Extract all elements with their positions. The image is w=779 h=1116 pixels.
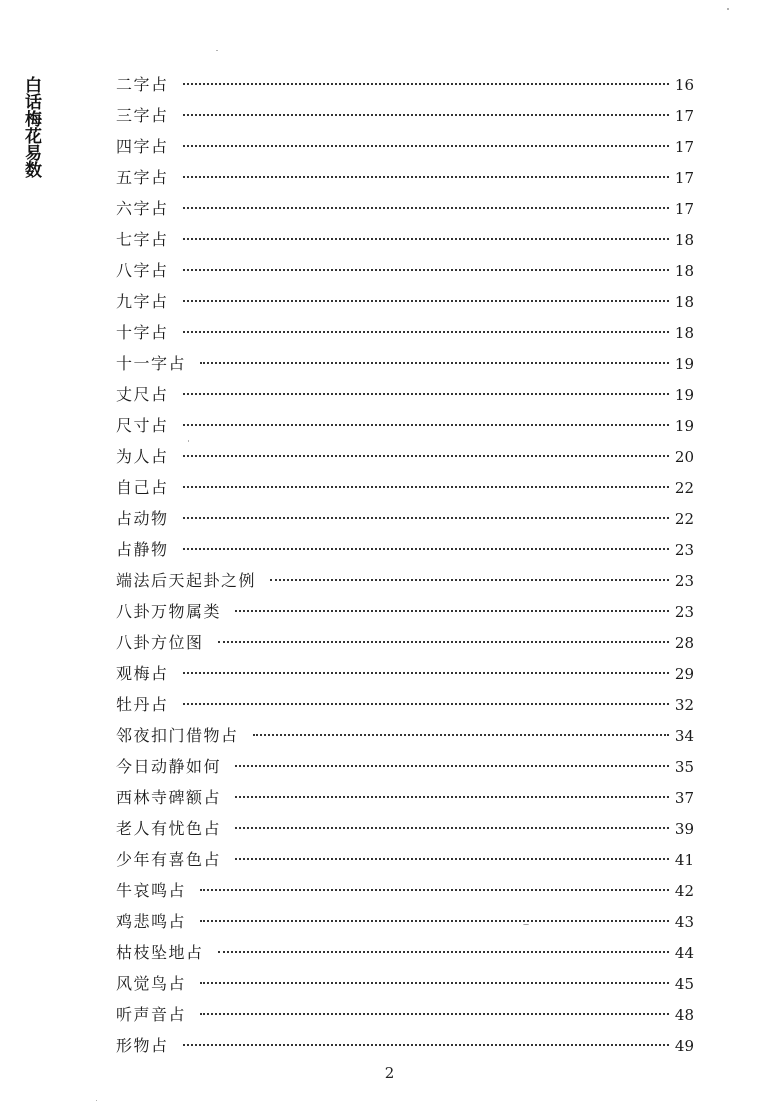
toc-entry — [116, 844, 694, 875]
toc-entry — [116, 472, 694, 503]
dot-leader — [183, 145, 669, 147]
dot-leader — [183, 393, 669, 395]
toc-entry-title: 今日动静如何 — [116, 757, 222, 776]
toc-entry-page: 23 — [674, 603, 694, 621]
toc-entry-title: 丈尺占 — [116, 385, 169, 404]
dot-leader — [235, 765, 669, 767]
dot-leader — [183, 300, 669, 302]
dot-leader — [218, 951, 669, 953]
toc-entry-page: 16 — [674, 76, 694, 94]
toc-entry-title: 七字占 — [116, 230, 169, 249]
toc-entry — [116, 658, 694, 689]
dot-leader — [183, 176, 669, 178]
dot-leader — [183, 672, 669, 674]
toc-entry-page: 29 — [674, 665, 694, 683]
toc-entry-title: 邻夜扣门借物占 — [116, 726, 239, 745]
dot-leader — [235, 796, 669, 798]
toc-entry-title: 西林寺碑额占 — [116, 788, 222, 807]
dot-leader — [183, 486, 669, 488]
toc-entry-page: 34 — [674, 727, 694, 745]
toc-entry-page: 18 — [674, 262, 694, 280]
dot-leader — [183, 548, 669, 550]
dot-leader — [235, 858, 669, 860]
toc-entry-title: 十字占 — [116, 323, 169, 342]
toc-entry-page: 19 — [674, 355, 694, 373]
toc-entry-page: 41 — [674, 851, 694, 869]
toc-entry — [116, 534, 694, 565]
toc-entry — [116, 503, 694, 534]
toc-entry-page: 32 — [674, 696, 694, 714]
toc-entry-page: 19 — [674, 386, 694, 404]
toc-entry-title: 鸡悲鸣占 — [116, 912, 187, 931]
toc-entry-page: 45 — [674, 975, 694, 993]
toc-entry-title: 牛哀鸣占 — [116, 881, 187, 900]
toc-entry — [116, 1030, 694, 1061]
dot-leader — [183, 703, 669, 705]
toc-entry — [116, 751, 694, 782]
dot-leader — [218, 641, 669, 643]
dot-leader — [200, 920, 669, 922]
toc-entry-title: 形物占 — [116, 1036, 169, 1055]
toc-entry-page: 19 — [674, 417, 694, 435]
toc-entry-page: 39 — [674, 820, 694, 838]
dot-leader — [183, 83, 669, 85]
toc-entry-page: 17 — [674, 169, 694, 187]
toc-entry-page: 42 — [674, 882, 694, 900]
toc-entry-page: 18 — [674, 293, 694, 311]
toc-entry-title: 风觉鸟占 — [116, 974, 187, 993]
toc-entry — [116, 596, 694, 627]
toc-entry-title: 枯枝坠地占 — [116, 943, 204, 962]
scan-speck — [727, 8, 729, 10]
toc-entry-title: 三字占 — [116, 106, 169, 125]
toc-entry — [116, 441, 694, 472]
dot-leader — [183, 517, 669, 519]
toc-entry-title: 九字占 — [116, 292, 169, 311]
table-of-contents — [116, 69, 694, 1061]
toc-entry — [116, 317, 694, 348]
toc-entry — [116, 255, 694, 286]
toc-entry — [116, 286, 694, 317]
toc-entry-page: 49 — [674, 1037, 694, 1055]
toc-entry — [116, 906, 694, 937]
dot-leader — [235, 610, 669, 612]
toc-entry-title: 二字占 — [116, 75, 169, 94]
toc-entry-title: 为人占 — [116, 447, 169, 466]
dot-leader — [183, 207, 669, 209]
toc-entry — [116, 348, 694, 379]
dot-leader — [270, 579, 669, 581]
toc-entry-title: 牡丹占 — [116, 695, 169, 714]
toc-entry-page: 18 — [674, 324, 694, 342]
toc-entry-page: 22 — [674, 479, 694, 497]
toc-entry-title: 四字占 — [116, 137, 169, 156]
toc-entry-page: 28 — [674, 634, 694, 652]
toc-entry — [116, 162, 694, 193]
toc-entry — [116, 100, 694, 131]
toc-entry-page: 44 — [674, 944, 694, 962]
dot-leader — [183, 424, 669, 426]
dot-leader — [183, 455, 669, 457]
dot-leader — [200, 1013, 669, 1015]
toc-entry-page: 43 — [674, 913, 694, 931]
toc-entry-title: 观梅占 — [116, 664, 169, 683]
scan-speck — [216, 50, 218, 51]
toc-entry-title: 少年有喜色占 — [116, 850, 222, 869]
toc-entry — [116, 937, 694, 968]
toc-entry-title: 六字占 — [116, 199, 169, 218]
toc-entry — [116, 627, 694, 658]
toc-entry — [116, 813, 694, 844]
dot-leader — [183, 269, 669, 271]
toc-entry-page: 18 — [674, 231, 694, 249]
toc-entry-page: 20 — [674, 448, 694, 466]
toc-entry-title: 八字占 — [116, 261, 169, 280]
dot-leader — [200, 889, 669, 891]
toc-entry — [116, 875, 694, 906]
toc-entry-title: 尺寸占 — [116, 416, 169, 435]
book-title-vertical: 白话梅花易数 — [21, 76, 41, 178]
scan-speck — [188, 440, 189, 442]
toc-entry-title: 老人有忧色占 — [116, 819, 222, 838]
toc-entry — [116, 968, 694, 999]
toc-entry-page: 37 — [674, 789, 694, 807]
toc-entry-page: 48 — [674, 1006, 694, 1024]
dot-leader — [253, 734, 669, 736]
toc-entry-page: 35 — [674, 758, 694, 776]
toc-entry — [116, 224, 694, 255]
toc-entry — [116, 720, 694, 751]
scan-speck — [523, 924, 529, 925]
toc-entry-page: 22 — [674, 510, 694, 528]
dot-leader — [183, 1044, 669, 1046]
toc-entry-title: 十一字占 — [116, 354, 187, 373]
toc-entry — [116, 379, 694, 410]
toc-entry-page: 17 — [674, 200, 694, 218]
toc-entry-page: 17 — [674, 107, 694, 125]
toc-entry-title: 占动物 — [116, 509, 169, 528]
toc-entry-title: 八卦万物属类 — [116, 602, 222, 621]
toc-entry-title: 自己占 — [116, 478, 169, 497]
toc-entry-title: 五字占 — [116, 168, 169, 187]
toc-entry — [116, 565, 694, 596]
toc-entry-title: 八卦方位图 — [116, 633, 204, 652]
toc-entry — [116, 689, 694, 720]
toc-entry-title: 端法后天起卦之例 — [116, 571, 257, 590]
toc-entry-page: 23 — [674, 541, 694, 559]
dot-leader — [200, 982, 669, 984]
toc-entry — [116, 999, 694, 1030]
page-number: 2 — [384, 1064, 395, 1082]
dot-leader — [183, 114, 669, 116]
toc-entry — [116, 782, 694, 813]
dot-leader — [183, 331, 669, 333]
toc-entry-title: 占静物 — [116, 540, 169, 559]
toc-entry-page: 23 — [674, 572, 694, 590]
toc-entry — [116, 193, 694, 224]
dot-leader — [200, 362, 669, 364]
toc-entry — [116, 410, 694, 441]
dot-leader — [235, 827, 669, 829]
dot-leader — [183, 238, 669, 240]
toc-entry — [116, 131, 694, 162]
toc-entry — [116, 69, 694, 100]
scan-speck — [96, 1100, 97, 1101]
toc-entry-title: 听声音占 — [116, 1005, 187, 1024]
toc-entry-page: 17 — [674, 138, 694, 156]
